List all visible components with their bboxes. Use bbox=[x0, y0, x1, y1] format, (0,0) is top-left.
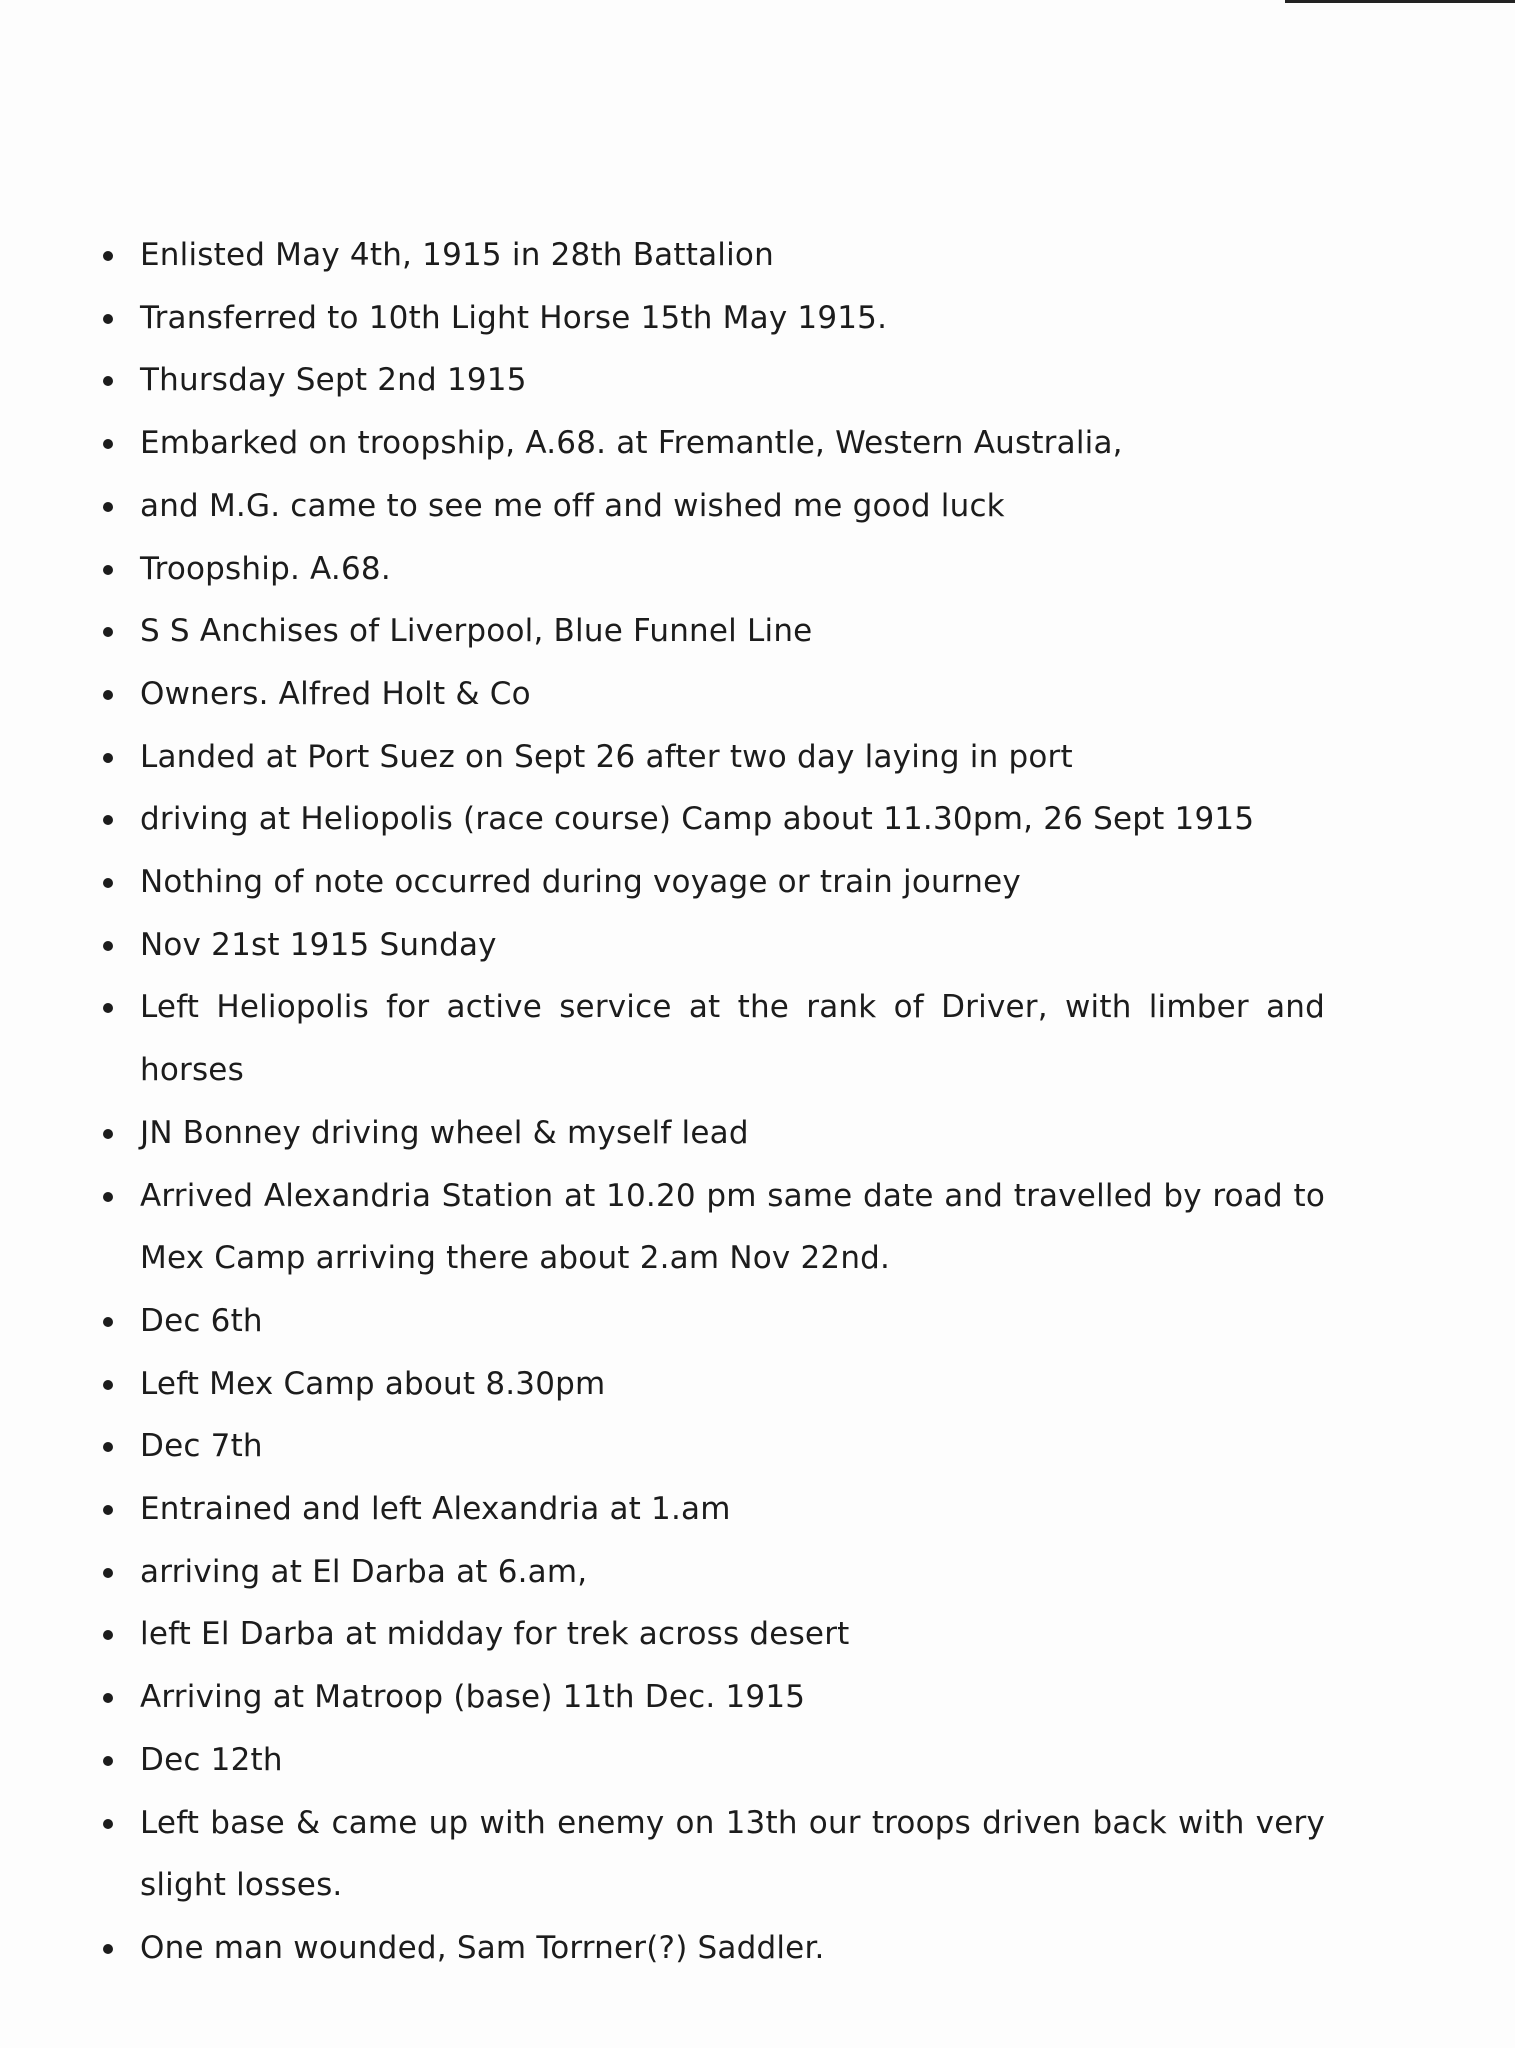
entry-text: Left base & came up with enemy on 13th our troops driven back with very slight losses. bbox=[140, 1804, 1325, 1904]
bullet-icon bbox=[103, 1630, 113, 1640]
bullet-icon bbox=[103, 1192, 113, 1202]
list-item bbox=[95, 1541, 1325, 1604]
bullet-icon bbox=[103, 1380, 113, 1390]
list-item bbox=[95, 349, 1325, 412]
entry-text: S S Anchises of Liverpool, Blue Funnel Line bbox=[140, 613, 813, 650]
list-item bbox=[95, 1729, 1325, 1792]
bullet-icon bbox=[103, 439, 113, 449]
list-item bbox=[95, 475, 1325, 538]
entry-text: Nov 21st 1915 Sunday bbox=[140, 926, 497, 963]
list-item bbox=[95, 1603, 1325, 1666]
bullet-icon bbox=[103, 314, 113, 324]
entry-text: Troopship. A.68. bbox=[140, 550, 391, 587]
bullet-icon bbox=[103, 815, 113, 825]
list-item bbox=[95, 976, 1325, 1101]
list-item bbox=[95, 538, 1325, 601]
entry-text: Dec 12th bbox=[140, 1741, 283, 1778]
bullet-icon bbox=[103, 1819, 113, 1829]
entry-text: Nothing of note occurred during voyage or train journey bbox=[140, 864, 1021, 901]
entry-list bbox=[95, 224, 1325, 1980]
entry-text: Owners. Alfred Holt & Co bbox=[140, 675, 531, 712]
entry-text: Thursday Sept 2nd 1915 bbox=[140, 362, 527, 399]
diary-page bbox=[95, 224, 1325, 1980]
list-item bbox=[95, 1478, 1325, 1541]
entry-text: left El Darba at midday for trek across desert bbox=[140, 1616, 850, 1653]
entry-text: Transferred to 10th Light Horse 15th May 1915. bbox=[140, 299, 888, 336]
entry-text: arriving at El Darba at 6.am, bbox=[140, 1553, 588, 1590]
bullet-icon bbox=[103, 1442, 113, 1452]
entry-text: Dec 6th bbox=[140, 1302, 263, 1339]
list-item bbox=[95, 914, 1325, 977]
list-item bbox=[95, 600, 1325, 663]
bullet-icon bbox=[103, 1317, 113, 1327]
bullet-icon bbox=[103, 1505, 113, 1515]
bullet-icon bbox=[103, 753, 113, 763]
list-item bbox=[95, 1917, 1325, 1980]
list-item bbox=[95, 1792, 1325, 1917]
bullet-icon bbox=[103, 690, 113, 700]
bullet-icon bbox=[103, 565, 113, 575]
entry-text: One man wounded, Sam Torrner(?) Saddler. bbox=[140, 1929, 825, 1966]
bullet-icon bbox=[103, 1003, 113, 1013]
list-item bbox=[95, 726, 1325, 789]
list-item bbox=[95, 1165, 1325, 1290]
entry-text: Left Mex Camp about 8.30pm bbox=[140, 1365, 606, 1402]
list-item bbox=[95, 663, 1325, 726]
entry-text: Landed at Port Suez on Sept 26 after two day laying in port bbox=[140, 738, 1073, 775]
top-edge-rule bbox=[1285, 0, 1515, 3]
bullet-icon bbox=[103, 1129, 113, 1139]
entry-text: Left Heliopolis for active service at the rank of Driver, with limber and horses bbox=[140, 989, 1325, 1089]
list-item bbox=[95, 1353, 1325, 1416]
bullet-icon bbox=[103, 502, 113, 512]
list-item bbox=[95, 1290, 1325, 1353]
list-item bbox=[95, 412, 1325, 475]
list-item bbox=[95, 1415, 1325, 1478]
bullet-icon bbox=[103, 251, 113, 261]
entry-text: Enlisted May 4th, 1915 in 28th Battalion bbox=[140, 237, 774, 273]
entry-text: driving at Heliopolis (race course) Camp about 11.30pm, 26 Sept 1915 bbox=[140, 801, 1255, 838]
bullet-icon bbox=[103, 1944, 113, 1954]
bullet-icon bbox=[103, 941, 113, 951]
bullet-icon bbox=[103, 1693, 113, 1703]
list-item bbox=[95, 224, 1325, 287]
entry-text: JN Bonney driving wheel & myself lead bbox=[140, 1114, 749, 1151]
bullet-icon bbox=[103, 376, 113, 386]
entry-text: Arrived Alexandria Station at 10.20 pm same date and travelled by road to Mex Camp arriving there about 2.am Nov 22nd. bbox=[140, 1177, 1325, 1277]
list-item bbox=[95, 788, 1325, 851]
list-item bbox=[95, 287, 1325, 350]
bullet-icon bbox=[103, 878, 113, 888]
entry-text: Embarked on troopship, A.68. at Fremantle, Western Australia, bbox=[140, 425, 1123, 462]
entry-text: Dec 7th bbox=[140, 1428, 263, 1465]
entry-text: and M.G. came to see me off and wished me good luck bbox=[140, 487, 1005, 524]
list-item bbox=[95, 1666, 1325, 1729]
list-item bbox=[95, 1102, 1325, 1165]
entry-text: Entrained and left Alexandria at 1.am bbox=[140, 1491, 731, 1528]
list-item bbox=[95, 851, 1325, 914]
entry-text: Arriving at Matroop (base) 11th Dec. 1915 bbox=[140, 1679, 806, 1716]
bullet-icon bbox=[103, 1568, 113, 1578]
bullet-icon bbox=[103, 627, 113, 637]
bullet-icon bbox=[103, 1756, 113, 1766]
